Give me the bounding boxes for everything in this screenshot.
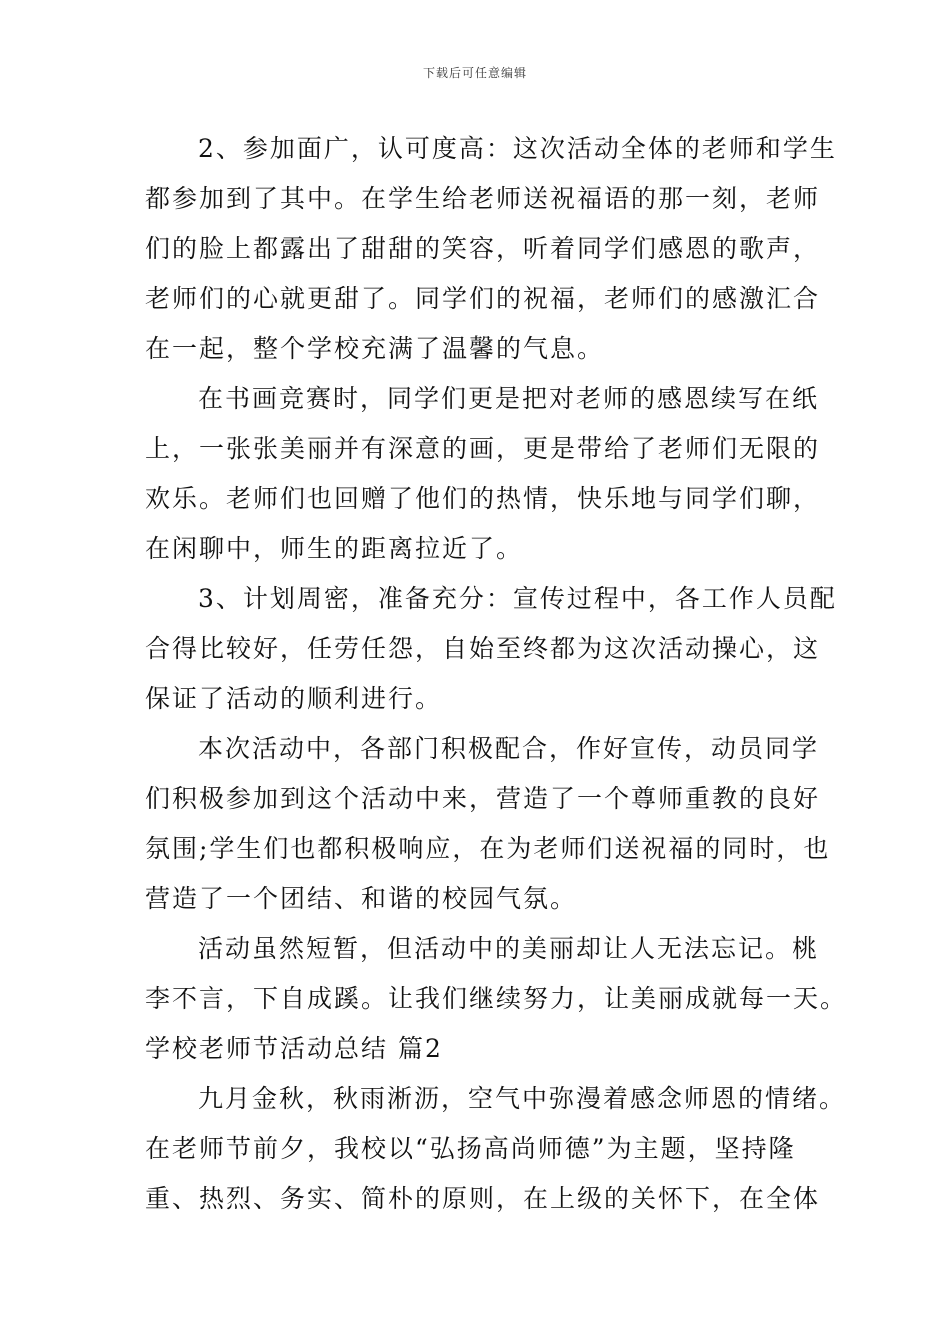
page-header: 下载后可任意编辑 (422, 66, 527, 80)
body-line: 合得比较好，任劳任怨，自始至终都为这次活动操心，这 (145, 634, 821, 663)
body-line: 2、参加面广，认可度高：这次活动全体的老师和学生 (198, 134, 837, 163)
body-line: 活动虽然短暂，但活动中的美丽却让人无法忘记。桃 (198, 934, 820, 963)
body-line: 在书画竞赛时，同学们更是把对老师的感恩续写在纸 (198, 384, 820, 413)
section-heading: 学校老师节活动总结 篇2 (145, 1034, 443, 1063)
body-line: 欢乐。老师们也回赠了他们的热情，快乐地与同学们聊， (145, 484, 821, 513)
body-line: 重、热烈、务实、简朴的原则，在上级的关怀下，在全体 (145, 1184, 821, 1213)
body-line: 上，一张张美丽并有深意的画，更是带给了老师们无限的 (145, 434, 821, 463)
body-line: 营造了一个团结、和谐的校园气氛。 (145, 884, 578, 913)
body-line: 在闲聊中，师生的距离拉近了。 (145, 534, 524, 563)
body-line: 在老师节前夕，我校以“弘扬高尚师德”为主题，坚持隆 (145, 1134, 796, 1163)
body-line: 保证了活动的顺利进行。 (145, 684, 443, 713)
body-line: 们的脸上都露出了甜甜的笑容，听着同学们感恩的歌声， (145, 234, 821, 263)
body-line: 都参加到了其中。在学生给老师送祝福语的那一刻，老师 (145, 184, 821, 213)
body-line: 九月金秋，秋雨淅沥，空气中弥漫着感念师恩的情绪。 (198, 1084, 847, 1113)
body-line: 李不言，下自成蹊。让我们继续努力，让美丽成就每一天。 (145, 984, 848, 1013)
body-line: 氛围;学生们也都积极响应，在为老师们送祝福的同时，也 (145, 834, 831, 863)
body-line: 们积极参加到这个活动中来，营造了一个尊师重教的良好 (145, 784, 821, 813)
body-line: 老师们的心就更甜了。同学们的祝福，老师们的感激汇合 (145, 284, 821, 313)
body-line: 本次活动中，各部门积极配合，作好宣传，动员同学 (198, 734, 820, 763)
body-line: 3、计划周密，准备充分：宣传过程中，各工作人员配 (198, 584, 837, 613)
body-line: 在一起，整个学校充满了温馨的气息。 (145, 334, 605, 363)
